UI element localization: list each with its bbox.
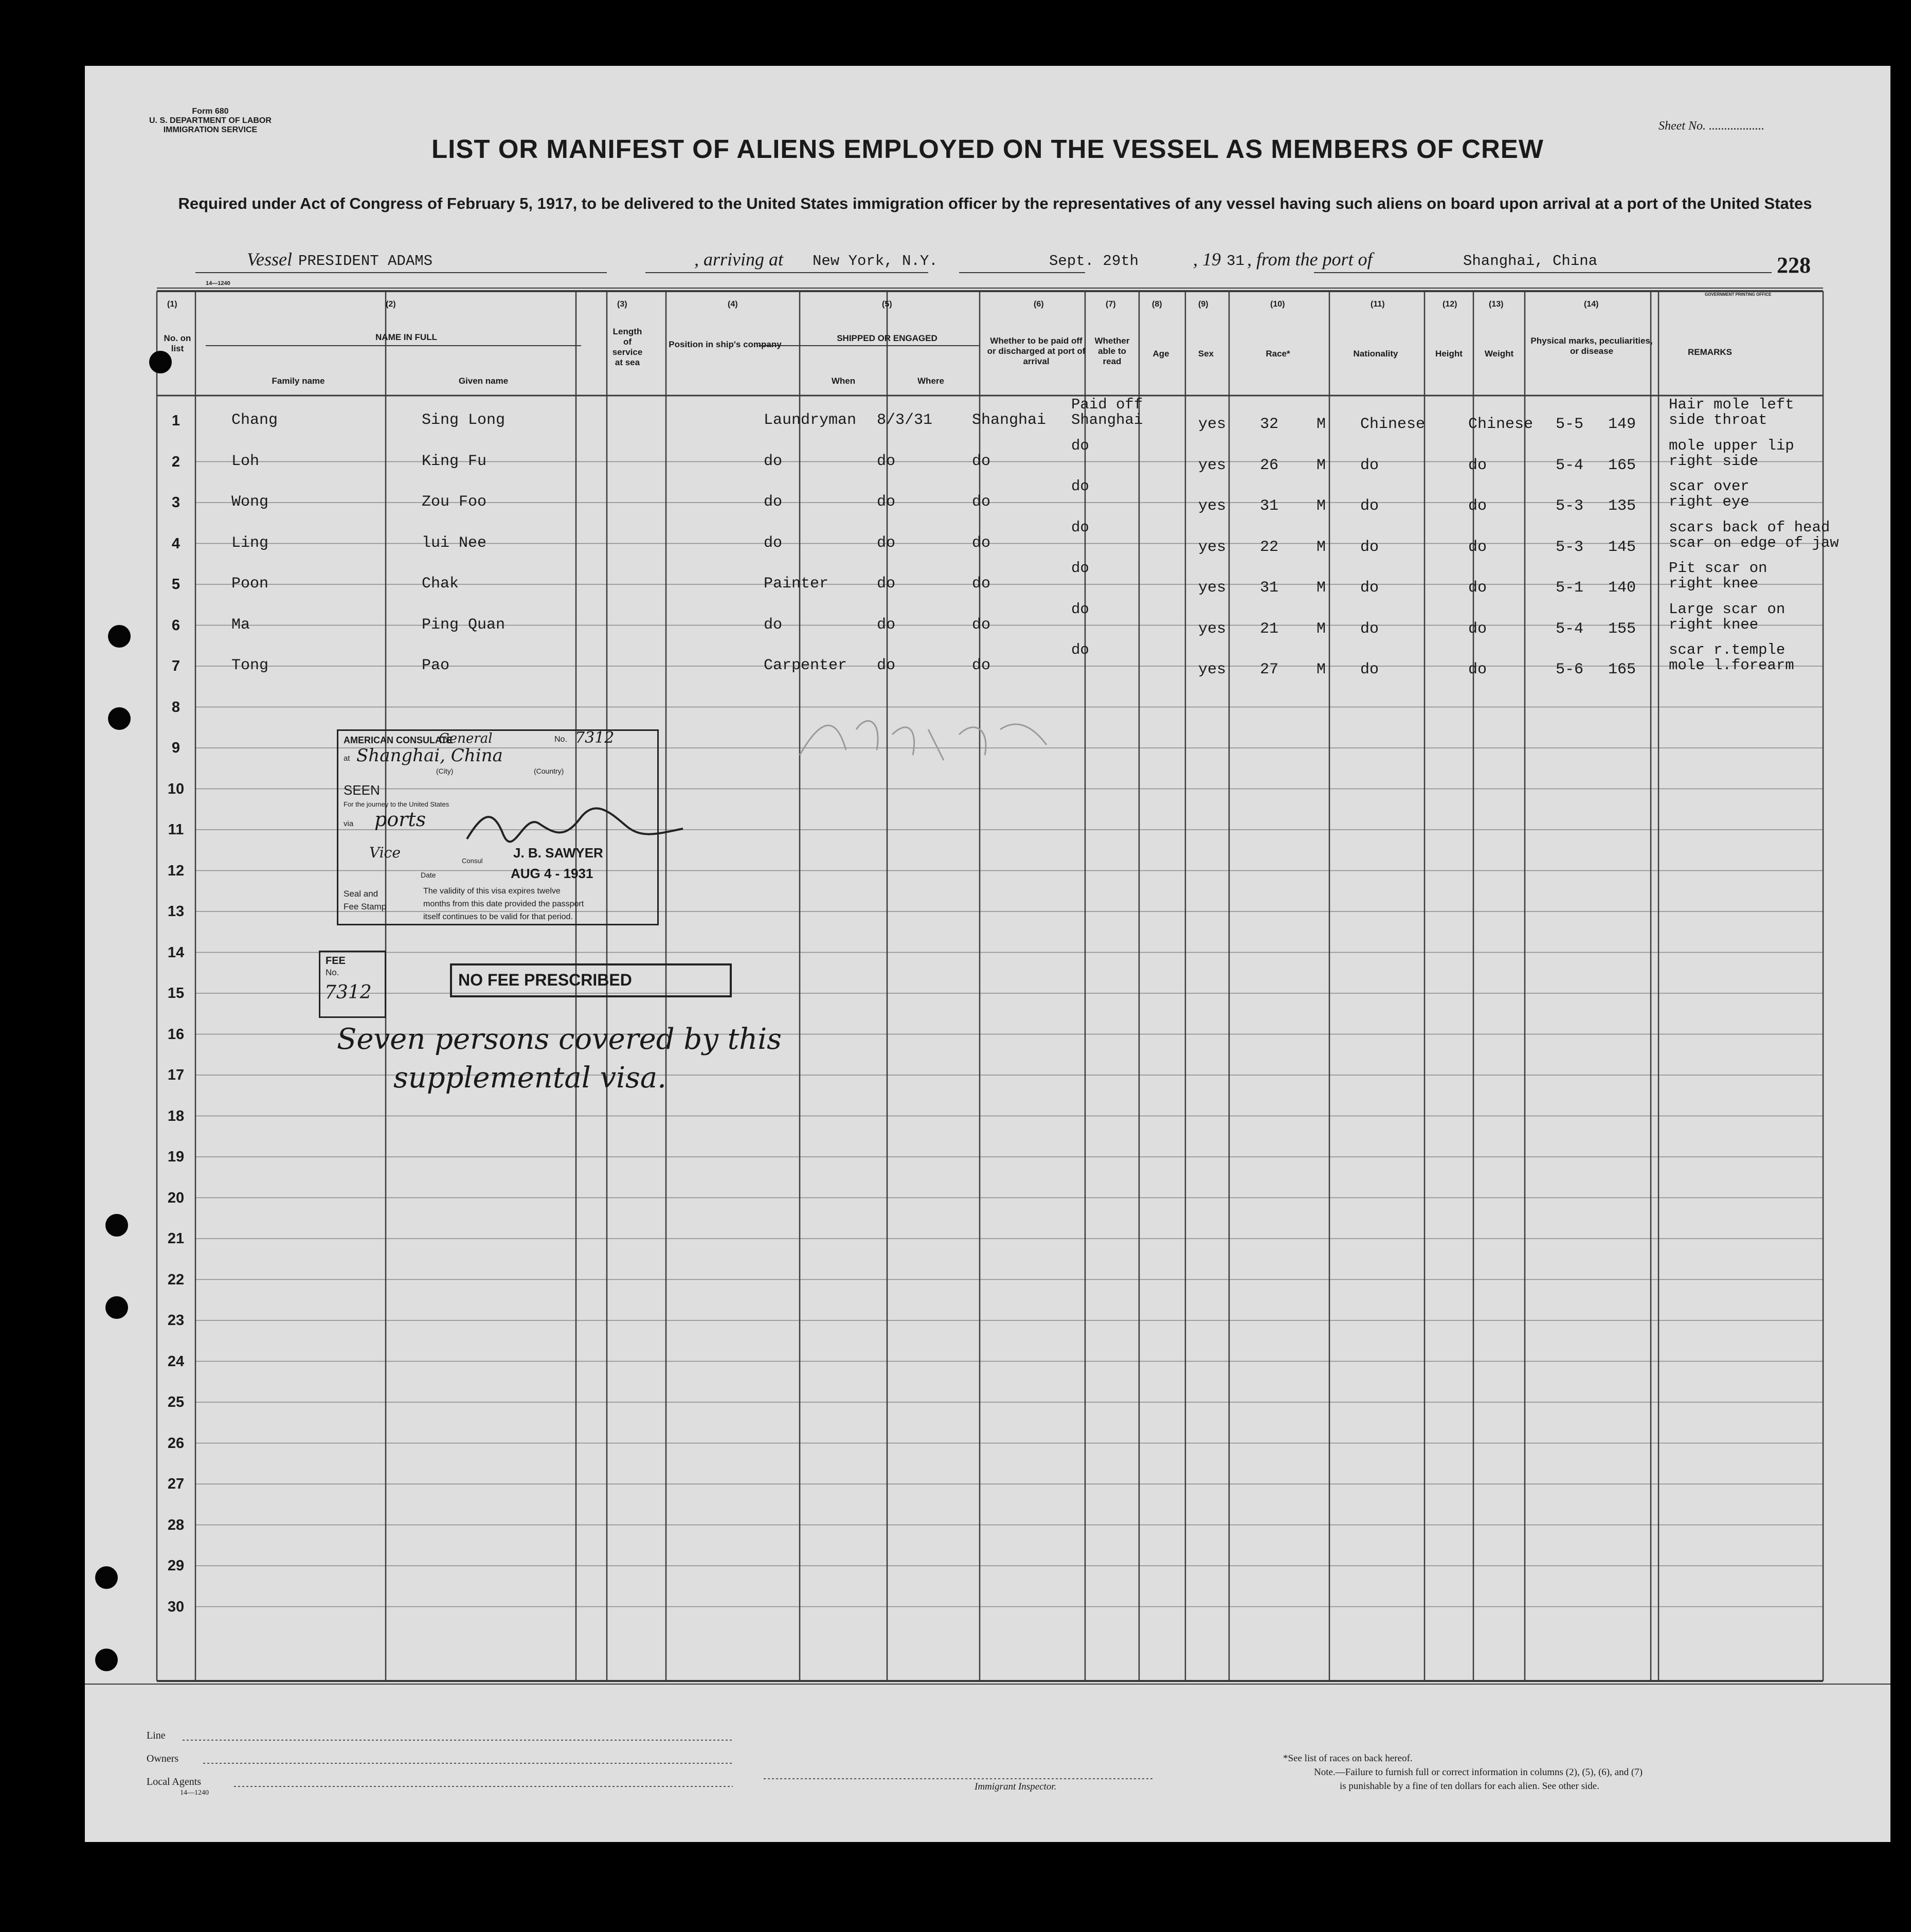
validity-text-1: The validity of this visa expires twelve	[423, 887, 561, 896]
given-name: Zou Foo	[422, 493, 487, 511]
races-note: *See list of races on back hereof.	[1283, 1753, 1413, 1764]
family-name: Loh	[231, 452, 260, 470]
nationality: do	[1468, 456, 1487, 474]
height: 5-1	[1556, 579, 1584, 597]
able-to-read: yes	[1198, 456, 1227, 474]
footer-code: 14—1240	[180, 1789, 209, 1797]
col8-label: Age	[1152, 349, 1169, 359]
col12-number: (12)	[1443, 300, 1457, 309]
small-code-right: GOVERNMENT PRINTING OFFICE	[1705, 292, 1772, 297]
arrival-year: 31	[1227, 253, 1245, 270]
height: 5-3	[1556, 497, 1584, 515]
remarks-label: REMARKS	[1688, 347, 1732, 357]
physical-marks-line-2: right knee	[1669, 616, 1759, 633]
col10-label: Race*	[1266, 349, 1290, 359]
vessel-name: PRESIDENT ADAMS	[298, 253, 433, 270]
row-number: 8	[171, 699, 181, 715]
row-number: 3	[171, 494, 181, 511]
race: do	[1360, 497, 1379, 515]
height: 5-4	[1556, 620, 1584, 638]
physical-marks-line-2: mole l.forearm	[1669, 657, 1794, 674]
col5-number: (5)	[882, 300, 892, 309]
row-number: 16	[167, 1026, 185, 1043]
shipped-when: do	[877, 657, 896, 674]
punch-hole	[95, 1649, 118, 1671]
punch-hole	[95, 1566, 118, 1589]
weight: 165	[1608, 661, 1636, 678]
col2-label: NAME IN FULL	[375, 332, 437, 342]
shipped-when: do	[877, 452, 896, 470]
col5-label: SHIPPED OR ENGAGED	[837, 333, 938, 343]
seal-caption-2: Fee Stamp	[344, 902, 387, 911]
row-number: 10	[167, 780, 185, 797]
shipped-where: do	[972, 452, 991, 470]
shipped-when: do	[877, 575, 896, 593]
service-name: IMMIGRATION SERVICE	[163, 126, 258, 134]
nationality: do	[1468, 620, 1487, 638]
document-subtitle: Required under Act of Congress of February 5, 1917, to be delivered to the United States immigration officer by the representatives of any vessel having such aliens on board upon arrival at a port of the United States	[178, 194, 1812, 212]
form-number: Form 680	[192, 107, 229, 116]
row-number: 24	[167, 1353, 185, 1370]
physical-marks-line-1: scars back of head	[1669, 518, 1830, 536]
arriving-label: , arriving at	[694, 249, 784, 270]
col1-number: (1)	[167, 300, 177, 309]
age: 27	[1260, 661, 1279, 678]
paid-off-status: do	[1071, 437, 1089, 454]
able-to-read: yes	[1198, 538, 1227, 556]
given-name: Pao	[422, 657, 450, 674]
given-name: Chak	[422, 575, 459, 593]
col14-number: (14)	[1584, 300, 1599, 309]
col3-label: Length of service at sea	[612, 327, 643, 367]
physical-marks-line-2: right side	[1669, 452, 1759, 470]
sex: M	[1317, 620, 1326, 638]
row-number: 22	[167, 1271, 185, 1288]
weight: 135	[1608, 497, 1636, 515]
shipped-when: do	[877, 493, 896, 511]
penalty-note-2: is punishable by a fine of ten dollars for each alien. See other side.	[1340, 1781, 1599, 1792]
department-name: U. S. DEPARTMENT OF LABOR	[149, 116, 272, 125]
seal-caption-1: Seal and	[344, 889, 378, 899]
footer-line-label: Line	[147, 1730, 166, 1741]
race: do	[1360, 661, 1379, 678]
validity-text-3: itself continues to be valid for that period.	[423, 913, 573, 921]
race: Chinese	[1360, 416, 1426, 433]
able-to-read: yes	[1198, 661, 1227, 678]
given-name-header: Given name	[458, 376, 509, 386]
weight: 145	[1608, 538, 1636, 556]
sex: M	[1317, 538, 1326, 556]
nationality: do	[1468, 661, 1487, 678]
given-name: Ping Quan	[422, 616, 506, 634]
vessel-label: Vessel	[247, 249, 292, 270]
row-number: 23	[167, 1312, 185, 1329]
weight: 165	[1608, 456, 1636, 474]
when-header: When	[831, 376, 856, 386]
position: Painter	[764, 575, 829, 593]
family-name: Ma	[231, 616, 250, 634]
given-name: Sing Long	[422, 412, 506, 429]
position: do	[764, 534, 783, 552]
col3-number: (3)	[617, 300, 627, 309]
shipped-where: Shanghai	[972, 412, 1047, 429]
col7-label: Whether able to read	[1094, 336, 1130, 366]
consulate-name: AMERICAN CONSULATE	[344, 735, 453, 745]
footer-agents-label: Local Agents	[147, 1776, 202, 1787]
row-number: 20	[167, 1189, 185, 1206]
col10-number: (10)	[1270, 300, 1285, 309]
family-name: Wong	[231, 493, 269, 511]
height: 5-3	[1556, 538, 1584, 556]
physical-marks-line-1: Large scar on	[1669, 600, 1786, 618]
race: do	[1360, 456, 1379, 474]
row-number: 12	[167, 862, 185, 879]
document-title: LIST OR MANIFEST OF ALIENS EMPLOYED ON THE VESSEL AS MEMBERS OF CREW	[431, 134, 1544, 164]
paid-off-status: do	[1071, 560, 1089, 577]
row-number: 30	[167, 1598, 185, 1615]
row-number: 27	[167, 1476, 185, 1492]
paid-off-status: do	[1071, 600, 1089, 618]
country-caption: (Country)	[534, 767, 564, 775]
given-name: King Fu	[422, 452, 487, 470]
weight: 140	[1608, 579, 1636, 597]
row-number: 25	[167, 1394, 185, 1410]
col4-label: Position in ship's company	[669, 339, 782, 349]
col1-label: No. on list	[164, 333, 191, 353]
from-port-label: , from the port of	[1247, 249, 1373, 270]
punch-hole	[108, 707, 131, 730]
row-number: 18	[167, 1107, 185, 1124]
validity-text-2: months from this date provided the passport	[423, 900, 584, 908]
row-number: 26	[167, 1435, 185, 1452]
consulate-type-handwritten: General	[439, 731, 493, 746]
family-name: Ling	[231, 534, 269, 552]
vice-handwritten: Vice	[369, 844, 401, 861]
sex: M	[1317, 579, 1326, 597]
punch-hole	[105, 1214, 128, 1237]
physical-marks-line-2: scar on edge of jaw	[1669, 534, 1839, 551]
fee-no-label: No.	[326, 968, 339, 977]
position: do	[764, 493, 783, 511]
family-name: Poon	[231, 575, 269, 593]
handwritten-note-line-2: supplemental visa.	[393, 1061, 666, 1095]
col11-label: Nationality	[1353, 349, 1398, 359]
row-number: 2	[171, 453, 181, 470]
age: 31	[1260, 497, 1279, 515]
height: 5-4	[1556, 456, 1584, 474]
shipped-where: do	[972, 493, 991, 511]
footer-owners-label: Owners	[147, 1753, 179, 1764]
stamp-at-label: at	[344, 754, 350, 763]
consul-caption: Consul	[462, 857, 483, 865]
family-name: Chang	[231, 412, 278, 429]
able-to-read: yes	[1198, 416, 1227, 433]
physical-marks-line-1: mole upper lip	[1669, 437, 1794, 454]
height: 5-5	[1556, 416, 1584, 433]
row-number: 14	[167, 944, 185, 961]
position: Laundryman	[764, 412, 857, 429]
sheet-number-label: Sheet No. ..................	[1658, 119, 1764, 133]
age: 31	[1260, 579, 1279, 597]
row-number: 17	[167, 1067, 185, 1083]
race: do	[1360, 579, 1379, 597]
height: 5-6	[1556, 661, 1584, 678]
col8-number: (8)	[1152, 300, 1162, 309]
physical-marks-line-1: scar over	[1669, 478, 1750, 495]
row-number: 7	[171, 658, 181, 674]
page-number: 228	[1777, 253, 1811, 278]
shipped-where: do	[972, 616, 991, 634]
stamp-no-label: No.	[554, 735, 567, 744]
physical-marks-line-1: scar r.temple	[1669, 641, 1786, 658]
col9-number: (9)	[1198, 300, 1209, 309]
given-name: lui Nee	[422, 534, 487, 552]
paid-off-status: do	[1071, 641, 1089, 658]
row-number: 1	[171, 413, 181, 429]
row-number: 29	[167, 1558, 185, 1574]
row-number: 28	[167, 1516, 185, 1533]
paid-off-status: do	[1071, 478, 1089, 495]
sex: M	[1317, 456, 1326, 474]
sex: M	[1317, 416, 1326, 433]
physical-marks-line-2: side throat	[1669, 412, 1768, 428]
arrival-port: New York, N.Y.	[813, 253, 938, 270]
weight: 149	[1608, 416, 1636, 433]
no-fee-text: NO FEE PRESCRIBED	[458, 971, 632, 989]
sex: M	[1317, 497, 1326, 515]
row-number: 19	[167, 1149, 185, 1165]
col12-label: Height	[1435, 349, 1463, 359]
race: do	[1360, 538, 1379, 556]
shipped-when: do	[877, 616, 896, 634]
penalty-note-1: Note.—Failure to furnish full or correct information in columns (2), (5), (6), and (7)	[1314, 1767, 1643, 1778]
age: 26	[1260, 456, 1279, 474]
row-number: 6	[171, 617, 181, 634]
footer-rules	[85, 66, 1890, 1842]
family-name-header: Family name	[272, 376, 325, 386]
journey-caption: For the journey to the United States	[344, 800, 449, 808]
able-to-read: yes	[1198, 620, 1227, 638]
position: do	[764, 616, 783, 634]
paid-off-status: do	[1071, 518, 1089, 536]
date-caption: Date	[421, 871, 436, 879]
stamp-city-handwritten: Shanghai, China	[356, 745, 503, 766]
row-number: 11	[168, 821, 184, 838]
punch-hole	[149, 351, 172, 373]
inspector-caption: Immigrant Inspector.	[975, 1781, 1057, 1792]
col6-number: (6)	[1034, 300, 1044, 309]
city-caption: (City)	[436, 767, 454, 775]
col11-number: (11)	[1371, 300, 1385, 309]
col14-label: Physical marks, peculiarities, or disease	[1530, 336, 1653, 356]
col13-label: Weight	[1484, 349, 1514, 359]
where-header: Where	[917, 376, 944, 386]
position: do	[764, 452, 783, 470]
fee-number: 7312	[324, 982, 372, 1003]
shipped-where: do	[972, 575, 991, 593]
shipped-where: do	[972, 534, 991, 552]
sex: M	[1317, 661, 1326, 678]
row-number: 5	[171, 576, 181, 593]
age: 22	[1260, 538, 1279, 556]
row-number: 21	[167, 1230, 185, 1247]
shipped-when: 8/3/31	[877, 412, 933, 429]
stamp-number: 7312	[575, 729, 615, 747]
seen-label: SEEN	[344, 782, 380, 798]
position: Carpenter	[764, 657, 848, 674]
small-code-left: 14—1240	[206, 280, 230, 287]
fee-label: FEE	[326, 955, 346, 967]
col6-label: Whether to be paid off or discharged at port of arrival	[987, 336, 1086, 366]
race: do	[1360, 620, 1379, 638]
nationality: do	[1468, 538, 1487, 556]
family-name: Tong	[231, 657, 269, 674]
row-number: 4	[171, 535, 181, 552]
visa-date: AUG 4 - 1931	[511, 866, 593, 881]
punch-hole	[108, 625, 131, 648]
paid-off-port: Shanghai	[1071, 412, 1143, 428]
row-number: 9	[171, 740, 181, 756]
punch-hole	[105, 1296, 128, 1319]
shipped-where: do	[972, 657, 991, 674]
weight: 155	[1608, 620, 1636, 638]
via-label: via	[344, 819, 354, 828]
row-number: 13	[167, 903, 185, 920]
age: 32	[1260, 416, 1279, 433]
shipped-when: do	[877, 534, 896, 552]
departure-port: Shanghai, China	[1463, 253, 1598, 270]
physical-marks-line-1: Pit scar on	[1669, 560, 1768, 577]
consul-name: J. B. SAWYER	[513, 845, 603, 861]
able-to-read: yes	[1198, 579, 1227, 597]
handwritten-note-line-1: Seven persons covered by this	[337, 1023, 782, 1056]
able-to-read: yes	[1198, 497, 1227, 515]
col9-label: Sex	[1198, 349, 1214, 359]
physical-marks-line-1: Hair mole left	[1669, 396, 1794, 413]
manifest-sheet	[85, 66, 1890, 1842]
col4-number: (4)	[728, 300, 738, 309]
arrival-date: Sept. 29th	[1049, 253, 1139, 270]
nationality: do	[1468, 497, 1487, 515]
paid-off-status: Paid off	[1071, 396, 1143, 413]
col7-number: (7)	[1106, 300, 1116, 309]
via-handwritten: ports	[374, 808, 426, 831]
col2-number: (2)	[386, 300, 396, 309]
row-number: 15	[167, 985, 185, 1001]
nationality: Chinese	[1468, 416, 1534, 433]
age: 21	[1260, 620, 1279, 638]
col13-number: (13)	[1489, 300, 1504, 309]
nationality: do	[1468, 579, 1487, 597]
year-prefix: , 19	[1193, 249, 1221, 270]
physical-marks-line-2: right eye	[1669, 493, 1750, 510]
physical-marks-line-2: right knee	[1669, 575, 1759, 592]
